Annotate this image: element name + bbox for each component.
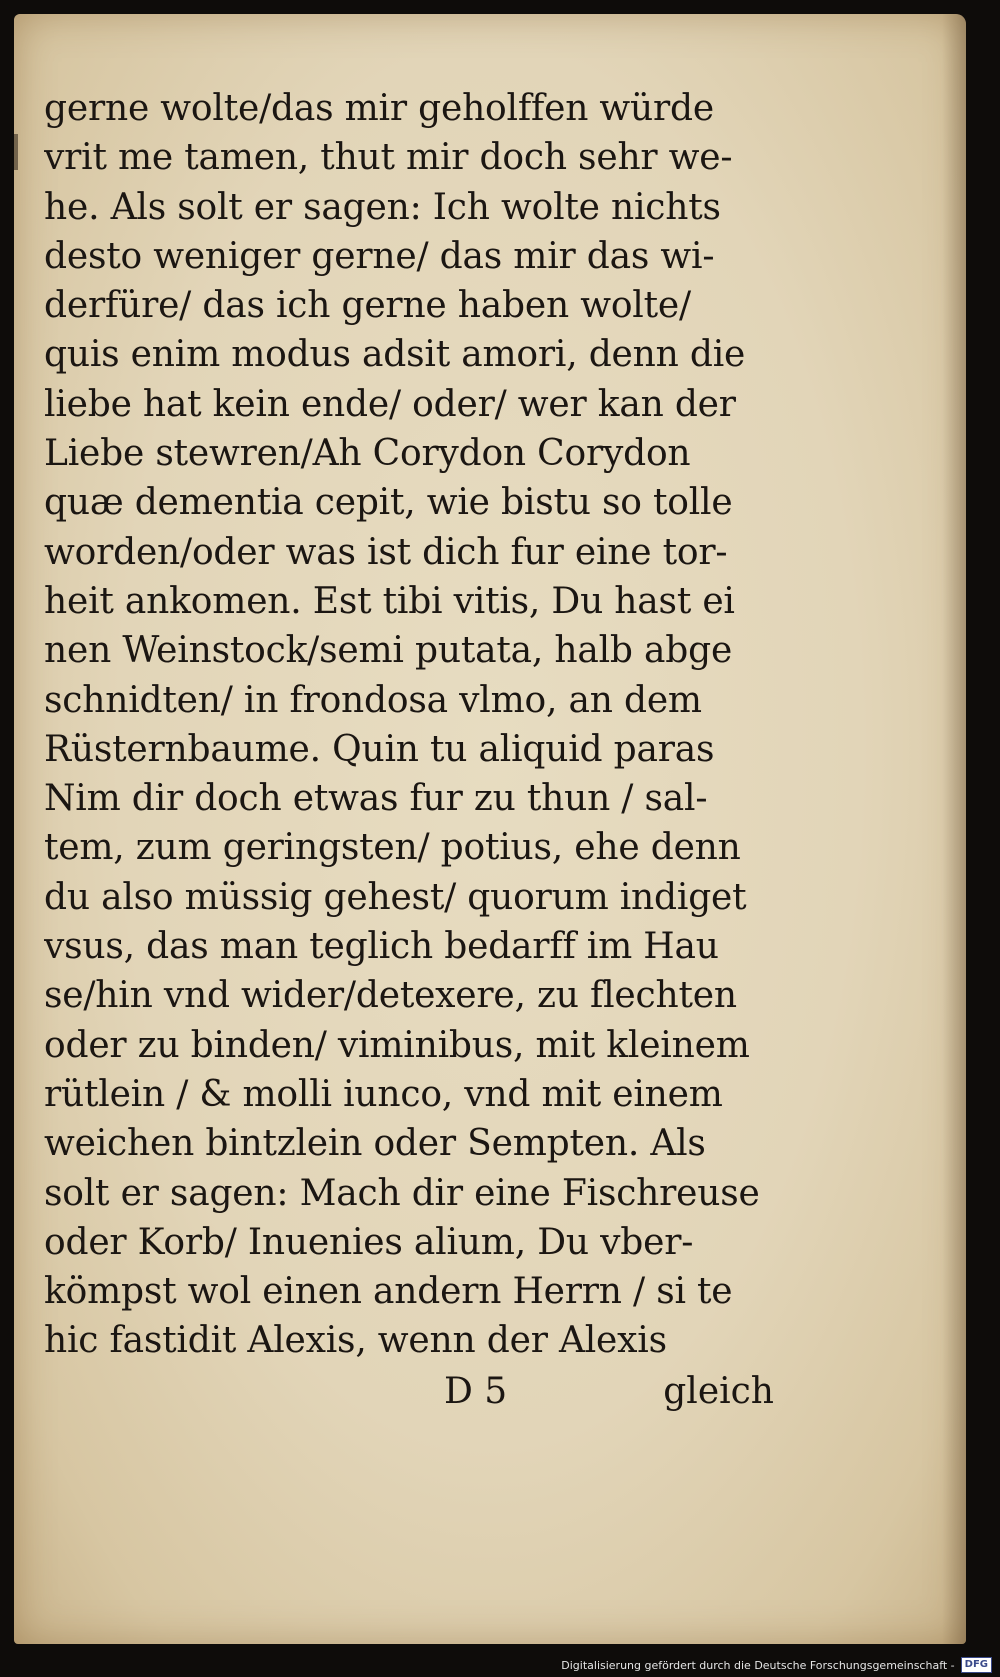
catchword: gleich (663, 1370, 774, 1412)
text-line: worden/oder was ist dich fur eine tor- (44, 531, 728, 573)
text-line: heit ankomen. Est tibi vitis, Du hast ei (44, 580, 735, 622)
book-page (14, 14, 966, 1644)
text-line: rütlein / & molli iunco, vnd mit einem (44, 1073, 723, 1115)
footer-credit (561, 1657, 992, 1673)
text-line: gerne wolte/das mir geholffen würde (44, 88, 714, 129)
text-line: liebe hat kein ende/ oder/ wer kan der (44, 383, 736, 425)
text-line: se/hin vnd wider/detexere, zu flechten (44, 975, 737, 1017)
text-line: vsus, das man teglich bedarff im Hau (44, 926, 719, 968)
text-line: schnidten/ in frondosa vlmo, an dem (44, 679, 702, 721)
credit-text: Digitalisierung gefördert durch die Deutsche Forschungsgemeinschaft - (561, 1658, 955, 1672)
signature-mark: D 5 (444, 1370, 508, 1412)
text-line: desto weniger gerne/ das mir das wi- (44, 235, 715, 277)
text-line: tem, zum geringsten/ potius, ehe denn (44, 827, 741, 869)
text-line: nen Weinstock/semi putata, halb abge (44, 630, 733, 672)
text-line: Nim dir doch etwas fur zu thun / sal- (44, 778, 708, 820)
text-line: quis enim modus adsit amori, denn die (44, 334, 746, 376)
text-line: vrit me tamen, thut mir doch sehr we- (44, 137, 733, 179)
text-line: kömpst wol einen andern Herrn / si te (44, 1271, 733, 1313)
text-line: quæ dementia cepit, wie bistu so tolle (44, 482, 733, 524)
text-line: weichen bintzlein oder Sempten. Als (44, 1123, 706, 1165)
text-line: he. Als solt er sagen: Ich wolte nichts (44, 186, 721, 228)
gutter-mark (14, 134, 28, 170)
text-line: hic fastidit Alexis, wenn der Alexis (44, 1320, 667, 1362)
text-line: oder Korb/ Inuenies alium, Du vber- (44, 1221, 694, 1263)
text-block (44, 84, 784, 1418)
text-line: derfüre/ das ich gerne haben wolte/ (44, 285, 691, 327)
dfg-logo-badge: DFG (961, 1657, 992, 1673)
text-line: solt er sagen: Mach dir eine Fischreuse (44, 1172, 760, 1214)
text-line: Liebe stewren/Ah Corydon Corydon (44, 433, 691, 475)
signature-line (44, 1366, 784, 1418)
text-line: oder zu binden/ viminibus, mit kleinem (44, 1024, 750, 1066)
text-line: du also müssig gehest/ quorum indiget (44, 876, 747, 918)
text-line: Rüsternbaume. Quin tu aliquid paras (44, 728, 715, 770)
